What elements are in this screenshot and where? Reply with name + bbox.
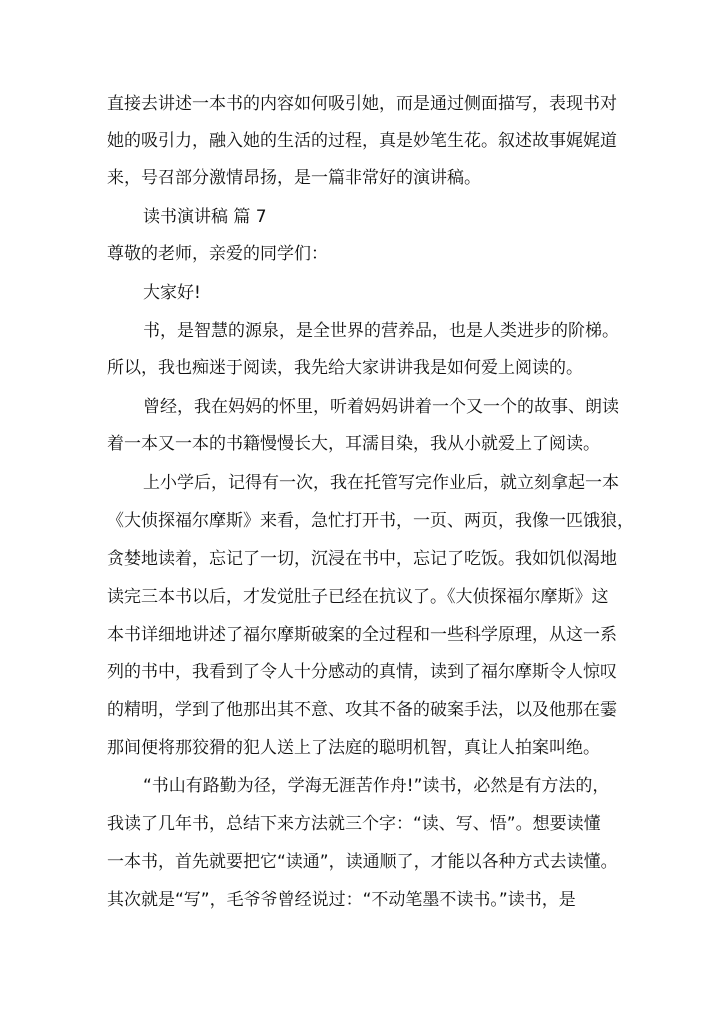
text-line-3: 来，号召部分激情昂扬，是一篇非常好的演讲稿。 xyxy=(107,168,481,188)
text-line-10: 着一本又一本的书籍慢慢长大，耳濡目染，我从小就爱上了阅读。 xyxy=(107,434,600,454)
text-line-7: 书，是智慧的源泉，是全世界的营养品，也是人类进步的阶梯。 xyxy=(143,321,619,341)
greeting: 大家好! xyxy=(143,283,201,303)
text-line-12: 《大侦探福尔摩斯》来看，急忙打开书，一页、两页，我像一匹饿狼， xyxy=(107,511,634,531)
text-line-20: 我读了几年书，总结下来方法就三个字：“读、写、悟”。想要读懂 xyxy=(107,814,601,834)
text-line-9: 曾经，我在妈妈的怀里，听着妈妈讲着一个又一个的故事、朗读 xyxy=(143,397,619,417)
text-line-21: 一本书，首先就要把它“读通”，读通顺了，才能以各种方式去读懂。 xyxy=(107,852,618,872)
text-line-15: 本书详细地讲述了福尔摩斯破案的全过程和一些科学原理，从这一系 xyxy=(107,625,617,645)
text-line-16: 列的书中，我看到了令人十分感动的真情，读到了福尔摩斯令人惊叹 xyxy=(107,662,617,682)
text-line-22: 其次就是“写”，毛爷爷曾经说过：“不动笔墨不读书。”读书，是 xyxy=(107,890,576,910)
text-line-19: “书山有路勤为径，学海无涯苦作舟!”读书，必然是有方法的， xyxy=(143,776,610,796)
text-line-17: 的精明，学到了他那出其不意、攻其不备的破案手法，以及他那在霎 xyxy=(107,700,617,720)
text-line-1: 直接去讲述一本书的内容如何吸引她，而是通过侧面描写，表现书对 xyxy=(107,94,617,114)
salutation: 尊敬的老师，亲爱的同学们： xyxy=(107,244,328,264)
section-heading: 读书演讲稿 篇 7 xyxy=(143,207,267,227)
text-line-14: 读完三本书以后，才发觉肚子已经在抗议了。《大侦探福尔摩斯》这 xyxy=(107,587,609,607)
text-line-8: 所以，我也痴迷于阅读，我先给大家讲讲我是如何爱上阅读的。 xyxy=(107,358,583,378)
text-line-13: 贪婪地读着，忘记了一切，沉浸在书中，忘记了吃饭。我如饥似渴地 xyxy=(107,549,617,569)
text-line-2: 她的吸引力，融入她的生活的过程，真是妙笔生花。叙述故事娓娓道 xyxy=(107,131,617,151)
text-line-11: 上小学后，记得有一次，我在托管写完作业后，就立刻拿起一本 xyxy=(143,473,619,493)
text-line-18: 那间便将那狡猾的犯人送上了法庭的聪明机智，真让人拍案叫绝。 xyxy=(107,738,600,758)
